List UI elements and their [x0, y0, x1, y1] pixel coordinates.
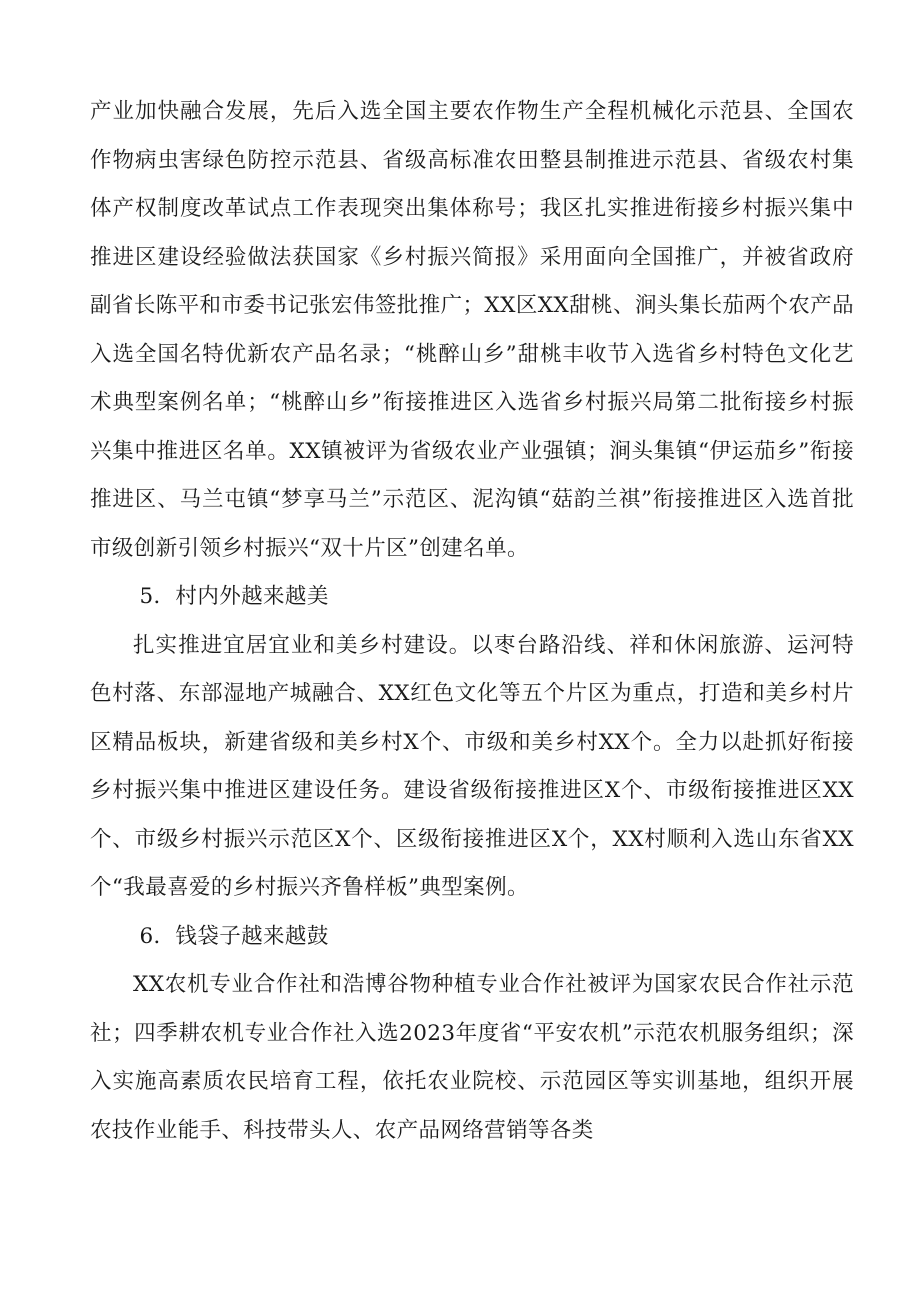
- section-heading-income: 6．钱袋子越来越鼓: [139, 923, 329, 949]
- paragraph-achievements: 产业加快融合发展，先后入选全国主要农作物生产全程机械化示范县、全国农作物病虫害绿色防控示范县、省级高标准农田整县制推进示范县、省级农村集体产权制度改革试点工作表现突出集体称号；我区扎实推进衔接乡村振兴集中推进区建设经验做法获国家《乡村振兴简报》采用面向全国推广，并被省政府副省长陈平和市委书记张宏伟签批推广；XX区XX甜桃、涧头集长茄两个农产品入选全国名特优新农产品名录；“桃醉山乡”甜桃丰收节入选省乡村特色文化艺术典型案例名单；“桃醉山乡”衔接推进区入选省乡村振兴局第二批衔接乡村振兴集中推进区名单。XX镇被评为省级农业产业强镇；涧头集镇“伊运茄乡”衔接推进区、马兰屯镇“梦享马兰”示范区、泥沟镇“菇韵兰祺”衔接推进区入选首批市级创新引领乡村振兴“双十片区”创建名单。: [90, 99, 854, 561]
- paragraph-village-construction: 扎实推进宜居宜业和美乡村建设。以枣台路沿线、祥和休闲旅游、运河特色村落、东部湿地产城融合、XX红色文化等五个片区为重点，打造和美乡村片区精品板块，新建省级和美乡村X个、市级和美乡村XX个。全力以赴抓好衔接乡村振兴集中推进区建设任务。建设省级衔接推进区X个、市级衔接推进区XX个、市级乡村振兴示范区X个、区级衔接推进区X个，XX村顺利入选山东省XX个“我最喜爱的乡村振兴齐鲁样板”典型案例。: [90, 632, 854, 900]
- document-page: [90, 88, 854, 1155]
- paragraph-cooperatives: XX农机专业合作社和浩博谷物种植专业合作社被评为国家农民合作社示范社；四季耕农机专业合作社入选2023年度省“平安农机”示范农机服务组织；深入实施高素质农民培育工程，依托农业院校、示范园区等实训基地，组织开展农技作业能手、科技带头人、农产品网络营销等各类: [90, 972, 854, 1143]
- section-heading-village-beauty: 5．村内外越来越美: [139, 584, 329, 609]
